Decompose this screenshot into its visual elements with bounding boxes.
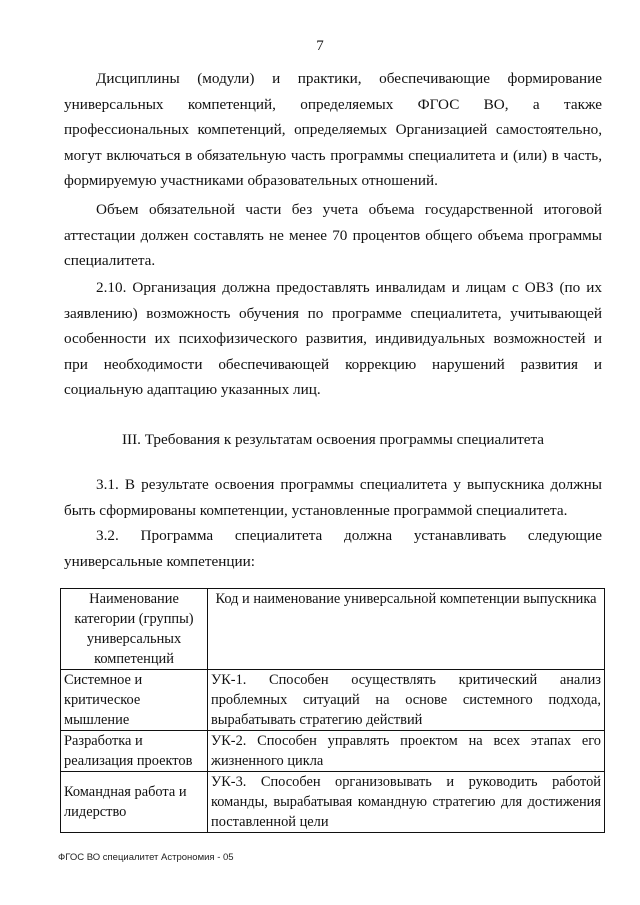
paragraph-text: 2.10. Организация должна предоставлять инвалидам и лицам с ОВЗ (по их заявлению) возможность обучения по программе специалитета, учитывающей особенности их психофизического развития, индивидуальных возможностей и при необходимости обеспечивающей коррекцию нарушений развития и социальную адаптацию указанных лиц. <box>64 279 602 399</box>
table-row <box>61 670 605 731</box>
competence-cell: УК-3. Способен организовывать и руководить работой команды, вырабатывая командную стратегию для достижения поставленной цели <box>208 772 605 833</box>
footer-note: ФГОС ВО специалитет Астрономия - 05 <box>58 852 234 863</box>
competence-cell: УК-1. Способен осуществлять критический анализ проблемных ситуаций на основе системного подхода, вырабатывать стратегию действий <box>208 670 605 731</box>
paragraph-text: 3.1. В результате освоения программы специалитета у выпускника должны быть сформированы компетенции, установленные программой специалитета. <box>64 476 602 519</box>
paragraph-3-2 <box>64 523 602 574</box>
paragraph-text: 3.2. Программа специалитета должна устанавливать следующие универсальные компетенции: <box>64 527 602 570</box>
page-number: 7 <box>316 38 324 54</box>
paragraph-text: Объем обязательной части без учета объема государственной итоговой аттестации должен составлять не менее 70 процентов общего объема программы специалитета. <box>64 201 602 270</box>
category-cell: Разработка и реализация проектов <box>61 731 208 772</box>
paragraph-3-1 <box>64 472 602 523</box>
table-header-row <box>61 589 605 670</box>
section-heading: III. Требования к результатам освоения программы специалитета <box>121 431 545 448</box>
competence-cell: УК-2. Способен управлять проектом на всех этапах его жизненного цикла <box>208 731 605 772</box>
category-cell: Командная работа и лидерство <box>61 772 208 833</box>
paragraph-2-10 <box>64 275 602 403</box>
header-competence: Код и наименование универсальной компетенции выпускника <box>208 589 605 670</box>
competences-table <box>60 588 605 833</box>
paragraph-mandatory-volume <box>64 197 602 274</box>
table-row <box>61 772 605 833</box>
paragraph-disciplines <box>64 66 602 194</box>
header-category: Наименование категории (группы) универсальных компетенций <box>61 589 208 670</box>
category-cell: Системное и критическое мышление <box>61 670 208 731</box>
table-row <box>61 731 605 772</box>
paragraph-text: Дисциплины (модули) и практики, обеспечивающие формирование универсальных компетенций, определяемых ФГОС ВО, а также профессиональных компетенций, определяемых Организацией самостоятельно, могут включаться в обязательную часть программы специалитета и (или) в часть, формируемую участниками образовательных отношений. <box>64 70 602 190</box>
